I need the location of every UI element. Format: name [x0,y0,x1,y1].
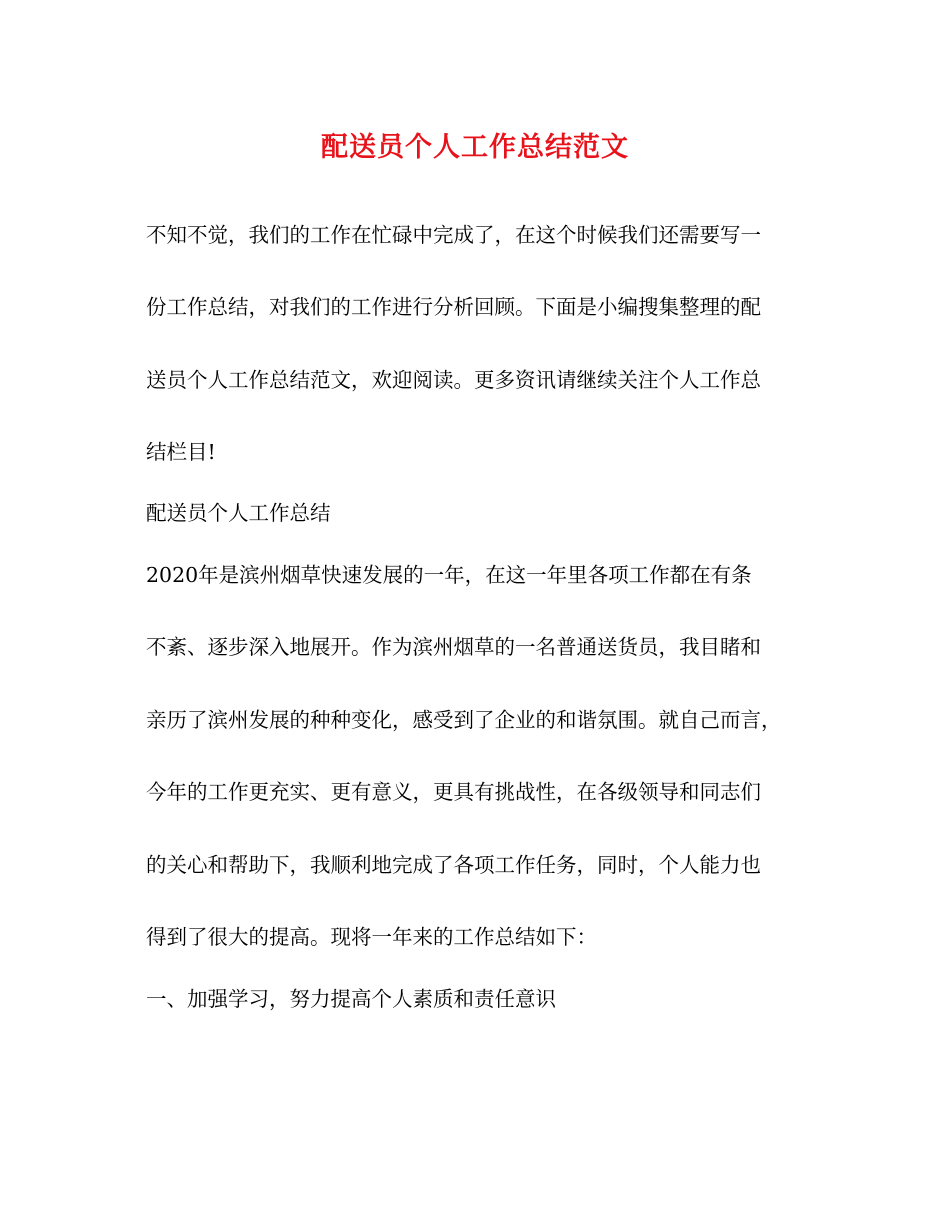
intro-line-2: 份工作总结，对我们的工作进行分析回顾。下面是小编搜集整理的配 [146,295,761,319]
section-heading: 配送员个人工作总结 [146,501,331,525]
body-line-3: 亲历了滨州发展的种种变化，感受到了企业的和谐氛围。就自己而言， [146,708,782,732]
body-line-5: 的关心和帮助下，我顺利地完成了各项工作任务，同时，个人能力也 [146,853,761,877]
intro-line-4: 结栏目! [146,440,216,464]
body-line-2: 不紊、逐步深入地展开。作为滨州烟草的一名普通送货员，我目睹和 [146,635,761,659]
body-line-1: 2020年是滨州烟草快速发展的一年，在这一年里各项工作都在有条 [146,563,752,587]
document-title: 配送员个人工作总结范文 [321,132,629,163]
intro-line-3: 送员个人工作总结范文，欢迎阅读。更多资讯请继续关注个人工作总 [146,368,761,392]
body-line-6: 得到了很大的提高。现将一年来的工作总结如下： [146,925,597,949]
body-line-4: 今年的工作更充实、更有意义，更具有挑战性，在各级领导和同志们 [146,780,761,804]
intro-line-1: 不知不觉，我们的工作在忙碌中完成了，在这个时候我们还需要写一 [146,223,761,247]
subheading-1: 一、加强学习，努力提高个人素质和责任意识 [146,987,556,1011]
